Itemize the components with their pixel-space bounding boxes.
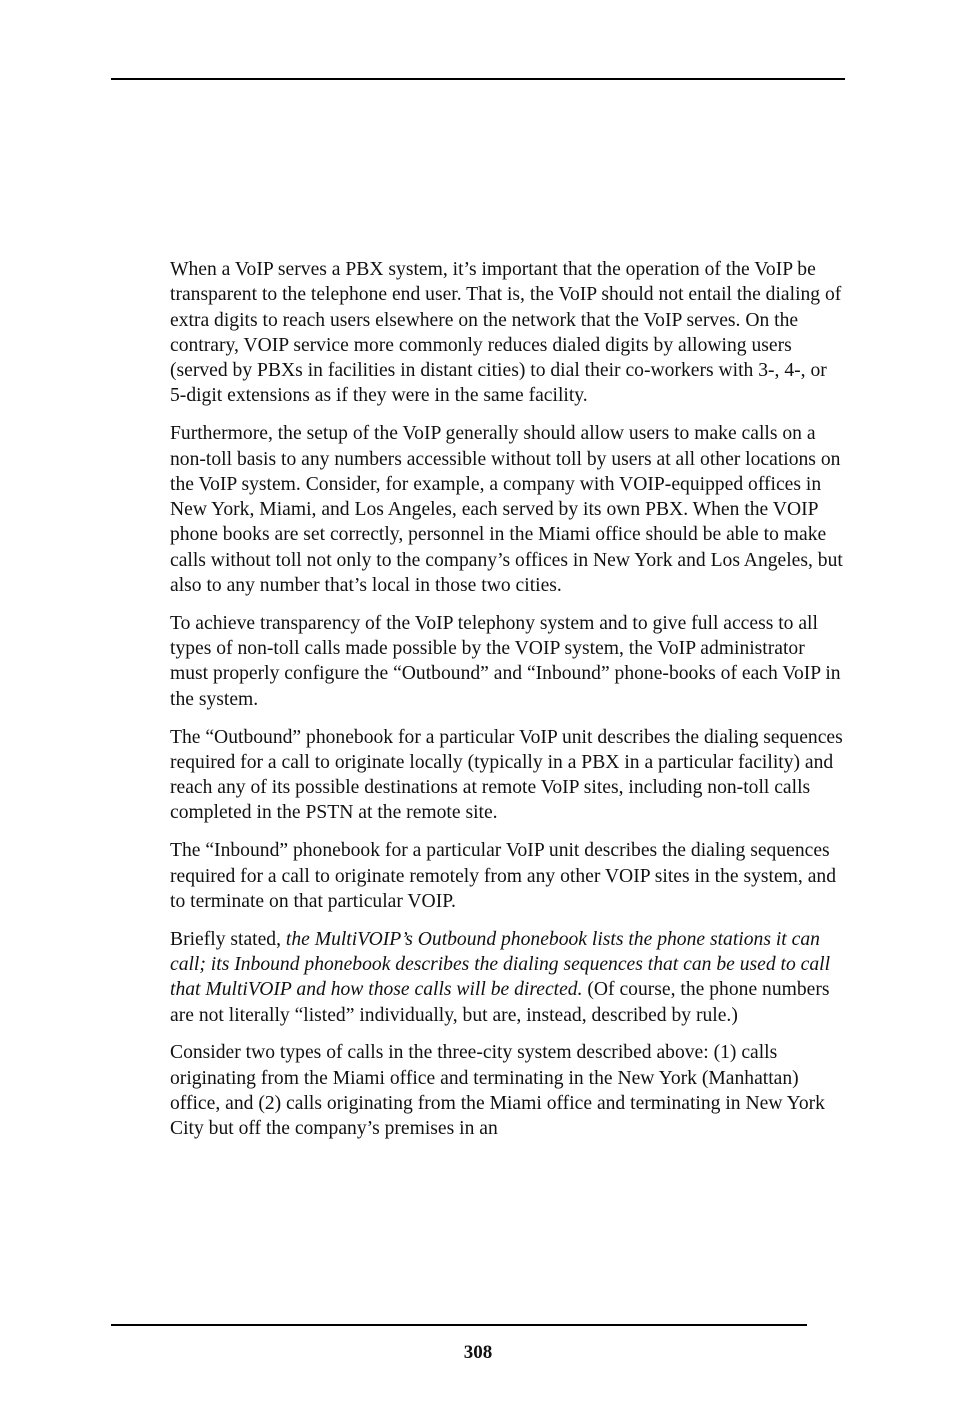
paragraph-outbound: The “Outbound” phonebook for a particular VoIP unit describes the dialing sequences required for a call to originate locally (typically in a PBX in a particular facility) and reach any of its possible destinations at remote VoIP sites, including non-toll calls completed in the PSTN at the remote site.	[170, 726, 843, 824]
header-rule	[111, 78, 845, 80]
paragraph-transparency: When a VoIP serves a PBX system, it’s important that the operation of the VoIP be transparent to the telephone end user. That is, the VoIP should not entail the dialing of extra digits to reach users elsewhere on the network that the VoIP serves. On the contrary, VOIP service more commonly reduces dialed digits by allowing users (served by PBXs in facilities in distant cities) to dial their co-workers with 3-, 4-, or 5-digit extensions as if they were in the same facility.	[170, 259, 842, 407]
paragraph-configure-phonebooks: To achieve transparency of the VoIP telephony system and to give full access to all types of non-toll calls made possible by the VOIP system, the VoIP administrator must properly configure the “Outbound” and “Inbound” phone-books of each VoIP in the system.	[170, 612, 841, 710]
body-text	[170, 257, 845, 1154]
brief-tail: (Of course, the phone numbers are not literally “listed” individually, but are, instead, described by rule.)	[170, 979, 830, 1026]
page-number: 308	[463, 1342, 493, 1363]
brief-lead: Briefly stated,	[170, 928, 286, 950]
brief-italic: the MultiVOIP’s Outbound phonebook lists the phone stations it can call; its Inbound phonebook describes the dialing sequences that can be used to call that MultiVOIP and how those calls will be directed.	[170, 928, 831, 1001]
paragraph-brief	[170, 927, 845, 1028]
paragraph-non-toll: Furthermore, the setup of the VoIP generally should allow users to make calls on a non-toll basis to any numbers accessible without toll by users at all other locations on the VoIP system. Consider, for example, a company with VOIP-equipped offices in New York, Miami, and Los Angeles, each served by its own PBX. When the VOIP phone books are set correctly, personnel in the Miami office should be able to make calls without toll not only to the company’s offices in New York and Los Angeles, but also to any number that’s local in those two cities.	[170, 423, 843, 597]
paragraph-two-call-types: Consider two types of calls in the three-city system described above: (1) calls originating from the Miami office and terminating in the New York (Manhattan) office, and (2) calls originating from the Miami office and terminating in New York City but off the company’s premises in an	[170, 1042, 825, 1140]
footer-rule	[111, 1324, 807, 1326]
paragraph-inbound: The “Inbound” phonebook for a particular VoIP unit describes the dialing sequences required for a call to originate remotely from any other VOIP sites in the system, and to terminate on that particular VOIP.	[170, 840, 837, 912]
